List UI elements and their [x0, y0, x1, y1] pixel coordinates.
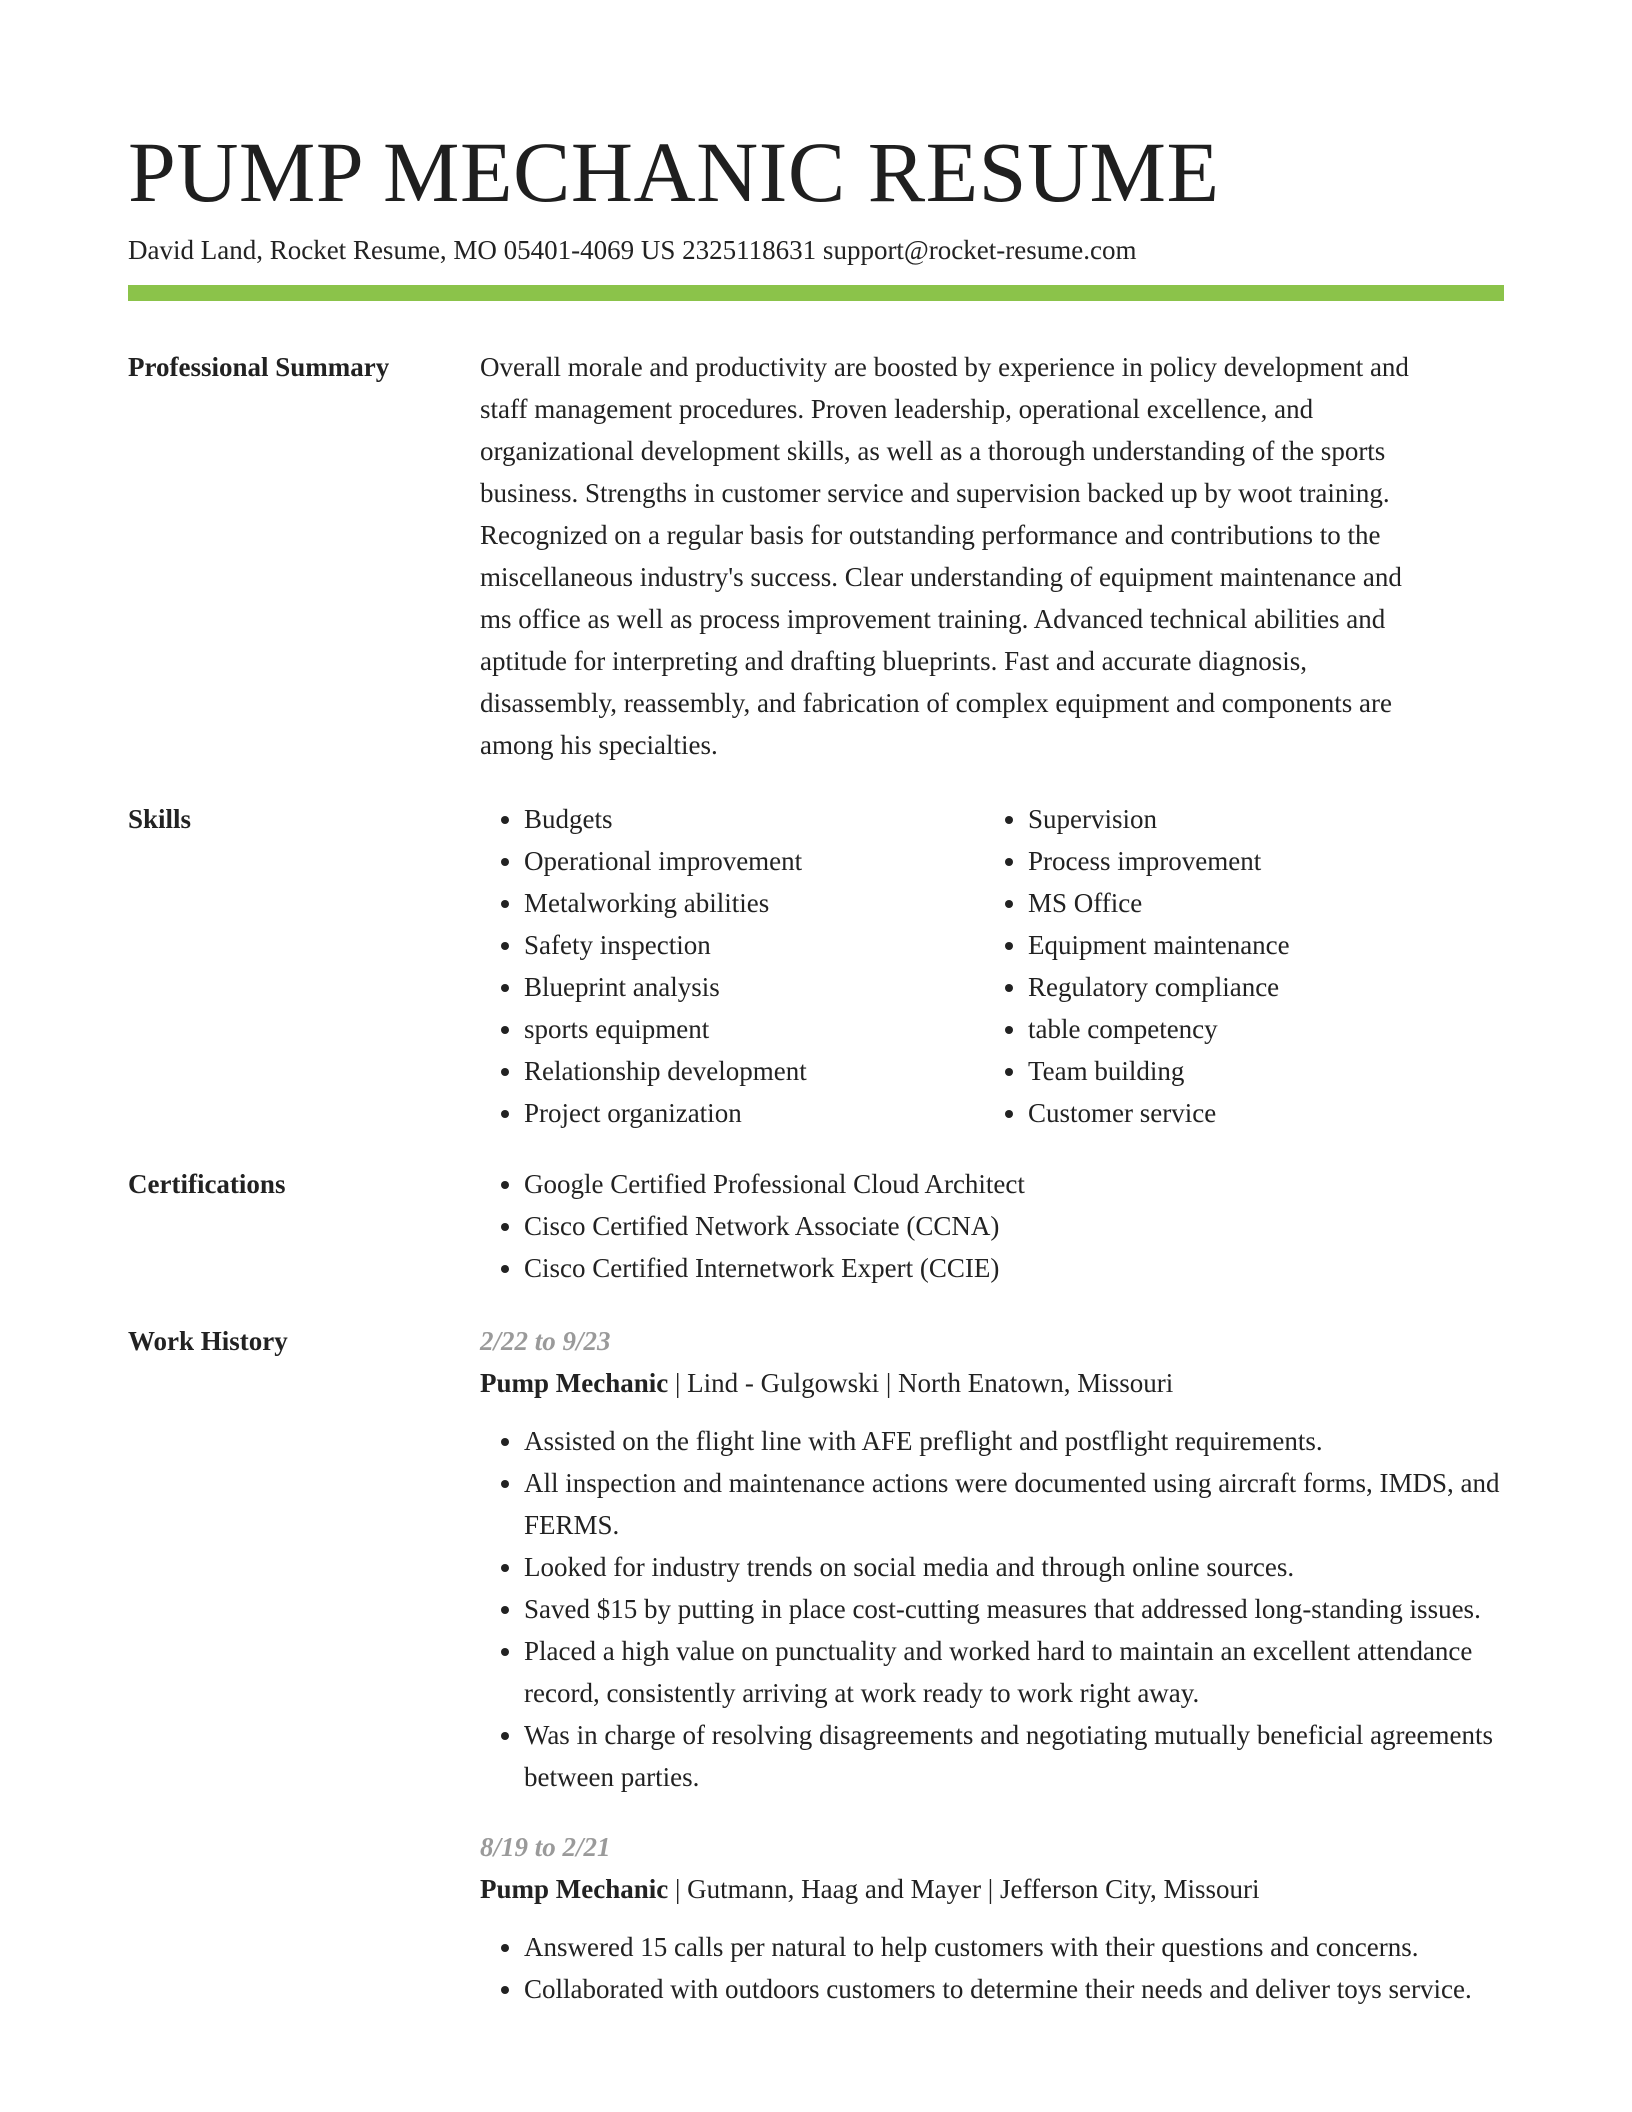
- skills-label: Skills: [128, 804, 192, 834]
- skill-item: • Customer service: [1028, 1092, 1488, 1134]
- summary-line: ms office as well as process improvement training. Advanced technical abilities and: [480, 604, 1386, 634]
- skills-list-right: [984, 798, 1488, 1134]
- skill-item: • Blueprint analysis: [524, 966, 984, 1008]
- job-heading: [480, 1362, 1504, 1404]
- summary-line: among his specialties.: [480, 730, 718, 760]
- skill-item: • Budgets: [524, 798, 984, 840]
- skill-item: • Equipment maintenance: [1028, 924, 1488, 966]
- summary-line: business. Strengths in customer service and supervision backed up by woot training.: [480, 478, 1390, 508]
- header-divider: [128, 285, 1504, 301]
- skills-body: [480, 798, 1504, 1134]
- job-bullet: • All inspection and maintenance actions were documented using aircraft forms, IMDS, and FERMS.: [524, 1462, 1504, 1546]
- job-title: Pump Mechanic: [480, 1874, 669, 1904]
- certification-item: • Cisco Certified Internetwork Expert (CCIE): [524, 1247, 1504, 1289]
- summary-body: [480, 346, 1504, 766]
- summary-line: Recognized on a regular basis for outstanding performance and contributions to the: [480, 520, 1381, 550]
- job-entry: [480, 1826, 1504, 2010]
- summary-line: disassembly, reassembly, and fabrication of complex equipment and components are: [480, 688, 1392, 718]
- job-heading: [480, 1868, 1504, 1910]
- skills-list-left: [480, 798, 984, 1134]
- skill-item: • table competency: [1028, 1008, 1488, 1050]
- skill-item: • Supervision: [1028, 798, 1488, 840]
- skill-item: • Project organization: [524, 1092, 984, 1134]
- resume-title: PUMP MECHANIC RESUME: [128, 124, 1220, 220]
- summary-line: staff management procedures. Proven leadership, operational excellence, and: [480, 394, 1314, 424]
- skill-item: • Operational improvement: [524, 840, 984, 882]
- job-bullet: • Placed a high value on punctuality and worked hard to maintain an excellent attendance record, consistently arriving at work ready to work right away.: [524, 1630, 1504, 1714]
- summary-line: aptitude for interpreting and drafting blueprints. Fast and accurate diagnosis,: [480, 646, 1308, 676]
- skill-item: • Team building: [1028, 1050, 1488, 1092]
- job-bullet: • Answered 15 calls per natural to help customers with their questions and concerns.: [524, 1926, 1504, 1968]
- contact-info: David Land, Rocket Resume, MO 05401-4069 US 2325118631 support@rocket-resume.com: [128, 235, 1137, 265]
- job-bullet: • Looked for industry trends on social media and through online sources.: [524, 1546, 1504, 1588]
- job-dates: 8/19 to 2/21: [480, 1832, 611, 1862]
- job-bullet: • Was in charge of resolving disagreements and negotiating mutually beneficial agreements between parties.: [524, 1714, 1504, 1798]
- certification-item: • Cisco Certified Network Associate (CCNA): [524, 1205, 1504, 1247]
- summary-line: miscellaneous industry's success. Clear understanding of equipment maintenance and: [480, 562, 1402, 592]
- work-history-label: Work History: [128, 1326, 288, 1356]
- skill-item: • Safety inspection: [524, 924, 984, 966]
- certifications-body: [480, 1163, 1504, 1289]
- job-dates: 2/22 to 9/23: [480, 1326, 611, 1356]
- summary-label: Professional Summary: [128, 352, 390, 382]
- skill-item: • sports equipment: [524, 1008, 984, 1050]
- job-bullet: • Assisted on the flight line with AFE preflight and postflight requirements.: [524, 1420, 1504, 1462]
- work-history-body: [480, 1320, 1504, 2038]
- certifications-label: Certifications: [128, 1169, 286, 1199]
- job-bullet: • Saved $15 by putting in place cost-cutting measures that addressed long-standing issues.: [524, 1588, 1504, 1630]
- job-bullets: [480, 1926, 1504, 2010]
- job-title: Pump Mechanic: [480, 1368, 669, 1398]
- summary-line: Overall morale and productivity are boosted by experience in policy development and: [480, 352, 1409, 382]
- job-bullets: [480, 1420, 1504, 1798]
- skill-item: • MS Office: [1028, 882, 1488, 924]
- skill-item: • Process improvement: [1028, 840, 1488, 882]
- skills-column-left: [480, 798, 984, 1134]
- job-bullet: • Collaborated with outdoors customers to determine their needs and deliver toys service.: [524, 1968, 1504, 2010]
- skill-item: • Regulatory compliance: [1028, 966, 1488, 1008]
- job-entry: [480, 1320, 1504, 1798]
- skill-item: • Metalworking abilities: [524, 882, 984, 924]
- skills-column-right: [984, 798, 1488, 1134]
- skill-item: • Relationship development: [524, 1050, 984, 1092]
- job-details: | Gutmann, Haag and Mayer | Jefferson City, Missouri: [668, 1874, 1260, 1904]
- job-details: | Lind - Gulgowski | North Enatown, Missouri: [668, 1368, 1174, 1398]
- certifications-list: [480, 1163, 1504, 1289]
- summary-line: organizational development skills, as well as a thorough understanding of the sports: [480, 436, 1386, 466]
- certification-item: • Google Certified Professional Cloud Architect: [524, 1163, 1504, 1205]
